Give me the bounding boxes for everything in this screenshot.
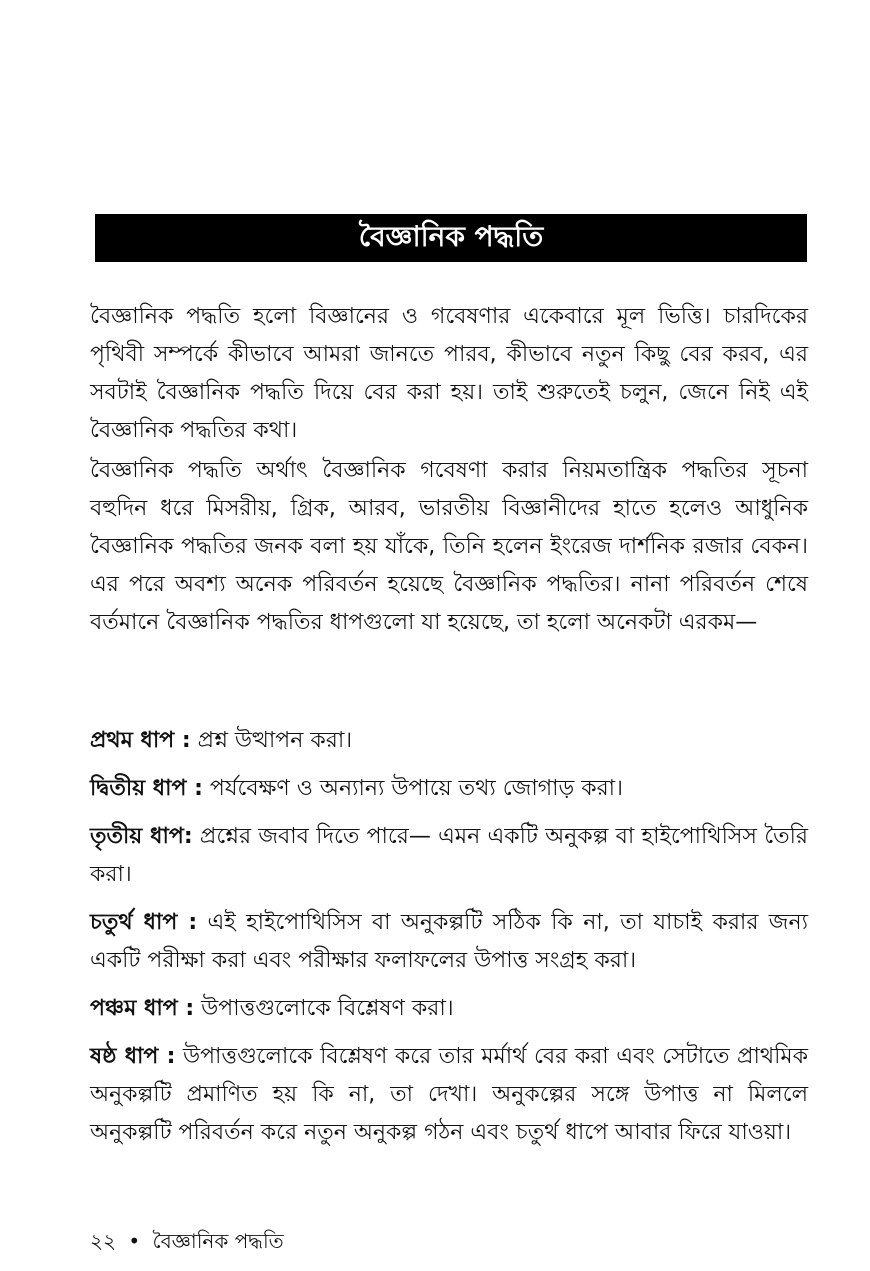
step-text: উপাত্তগুলোকে বিশ্লেষণ করা। bbox=[201, 996, 454, 1021]
step-label: দ্বিতীয় ধাপ : bbox=[90, 776, 203, 801]
step-text: উপাত্তগুলোকে বিশ্লেষণ করে তার মর্মার্থ বের করা এবং সেটাতে প্রাথমিক অনুকল্পটি প্রমাণিত হয় কি না, তা দেখা। অনুকল্পের সঙ্গে উপাত্ত না মিললে অনুকল্পটি পরিবর্তন করে নতুন অনুকল্প গঠন এবং চতুর্থ ধাপে আবার ফিরে যাওয়া। bbox=[90, 1044, 808, 1145]
intro-paragraph-1: বৈজ্ঞানিক পদ্ধতি হলো বিজ্ঞানের ও গবেষণার একেবারে মূল ভিত্তি। চারদিকের পৃথিবী সম্পর্কে কীভাবে আমরা জানতে পারব, কীভাবে নতুন কিছু বের করব, এর সবটাই বৈজ্ঞানিক পদ্ধতি দিয়ে বের করা হয়। তাই শুরুতেই চলুন, জেনে নিই এই বৈজ্ঞানিক পদ্ধতির কথা। bbox=[90, 304, 808, 443]
step-item bbox=[90, 990, 808, 1028]
step-label: চতুর্থ ধাপ : bbox=[90, 910, 198, 935]
running-title: বৈজ্ঞানিক পদ্ধতি bbox=[152, 1229, 284, 1253]
chapter-title-bar bbox=[95, 214, 807, 262]
step-item bbox=[90, 818, 808, 894]
page-footer bbox=[90, 1226, 284, 1256]
step-label: ষষ্ঠ ধাপ : bbox=[90, 1044, 176, 1069]
bullet-separator: • bbox=[128, 1229, 141, 1253]
steps-list bbox=[90, 722, 808, 1162]
step-item bbox=[90, 1038, 808, 1152]
step-text: প্রশ্ন উত্থাপন করা। bbox=[197, 728, 353, 753]
step-item bbox=[90, 722, 808, 760]
step-item bbox=[90, 770, 808, 808]
step-text: প্রশ্নের জবাব দিতে পারে— এমন একটি অনুকল্প বা হাইপোথিসিস তৈরি করা। bbox=[90, 824, 809, 887]
chapter-title: বৈজ্ঞানিক পদ্ধতি bbox=[358, 219, 544, 253]
step-text: এই হাইপোথিসিস বা অনুকল্পটি সঠিক কি না, তা যাচাই করার জন্য একটি পরীক্ষা করা এবং পরীক্ষার ফলাফলের উপাত্ত সংগ্রহ করা। bbox=[90, 910, 808, 973]
step-label: পঞ্চম ধাপ : bbox=[90, 996, 195, 1021]
step-label: প্রথম ধাপ : bbox=[90, 728, 191, 753]
step-text: পর্যবেক্ষণ ও অন্যান্য উপায়ে তথ্য জোগাড় করা। bbox=[209, 776, 623, 801]
step-label: তৃতীয় ধাপ: bbox=[90, 824, 193, 849]
page-number: ২২ bbox=[90, 1229, 117, 1253]
step-item bbox=[90, 904, 808, 980]
intro-paragraph-2: বৈজ্ঞানিক পদ্ধতি অর্থাৎ বৈজ্ঞানিক গবেষণা করার নিয়মতান্ত্রিক পদ্ধতির সূচনা বহুদিন ধরে মিসরীয়, গ্রিক, আরব, ভারতীয় বিজ্ঞানীদের হাতে হলেও আধুনিক বৈজ্ঞানিক পদ্ধতির জনক বলা হয় যাঁকে, তিনি হলেন ইংরেজ দার্শনিক রজার বেকন। এর পরে অবশ্য অনেক পরিবর্তন হয়েছে বৈজ্ঞানিক পদ্ধতির। নানা পরিবর্তন শেষে বর্তমানে বৈজ্ঞানিক পদ্ধতির ধাপগুলো যা হয়েছে, তা হলো অনেকটা এরকম— bbox=[90, 458, 808, 635]
